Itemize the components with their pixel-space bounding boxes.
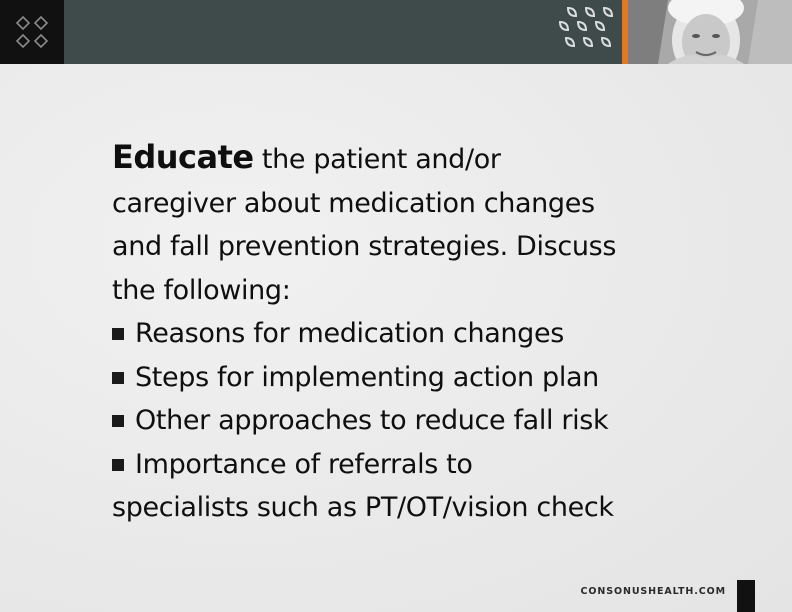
- bullet-square-icon: [112, 415, 124, 427]
- bullet-text: Steps for implementing action plan: [135, 361, 599, 393]
- bullet-item: [112, 356, 692, 400]
- bullet-square-icon: [112, 328, 124, 340]
- bullet-text: Reasons for medication changes: [135, 318, 564, 349]
- header-band: [0, 0, 792, 64]
- body-line: and fall prevention strategies. Discuss: [112, 231, 617, 262]
- body-text: [112, 136, 692, 530]
- logo-block: [0, 0, 64, 64]
- bullet-square-icon: [112, 459, 124, 471]
- bullet-text: Other approaches to reduce fall risk: [135, 405, 609, 436]
- lead-word: Educate: [112, 138, 254, 176]
- bullet-text: Importance of referrals to: [135, 448, 473, 480]
- body-line: caregiver about medication changes: [112, 187, 595, 219]
- bullet-item: [112, 312, 692, 356]
- bullet-item: [112, 443, 692, 487]
- logo-icon: [14, 14, 50, 50]
- brand-pattern-icon: [556, 4, 616, 60]
- footer-brand-link[interactable]: CONSONUSHEALTH.COM: [580, 586, 726, 597]
- body-line: the following:: [112, 274, 291, 306]
- intro-line: [112, 136, 692, 182]
- intro-text: the patient and/or: [253, 144, 501, 175]
- body-line: specialists such as PT/OT/vision check: [112, 492, 614, 523]
- bullet-item: [112, 399, 692, 443]
- footer-bar: [737, 580, 755, 612]
- bullet-square-icon: [112, 372, 124, 384]
- header-photo: [628, 0, 792, 64]
